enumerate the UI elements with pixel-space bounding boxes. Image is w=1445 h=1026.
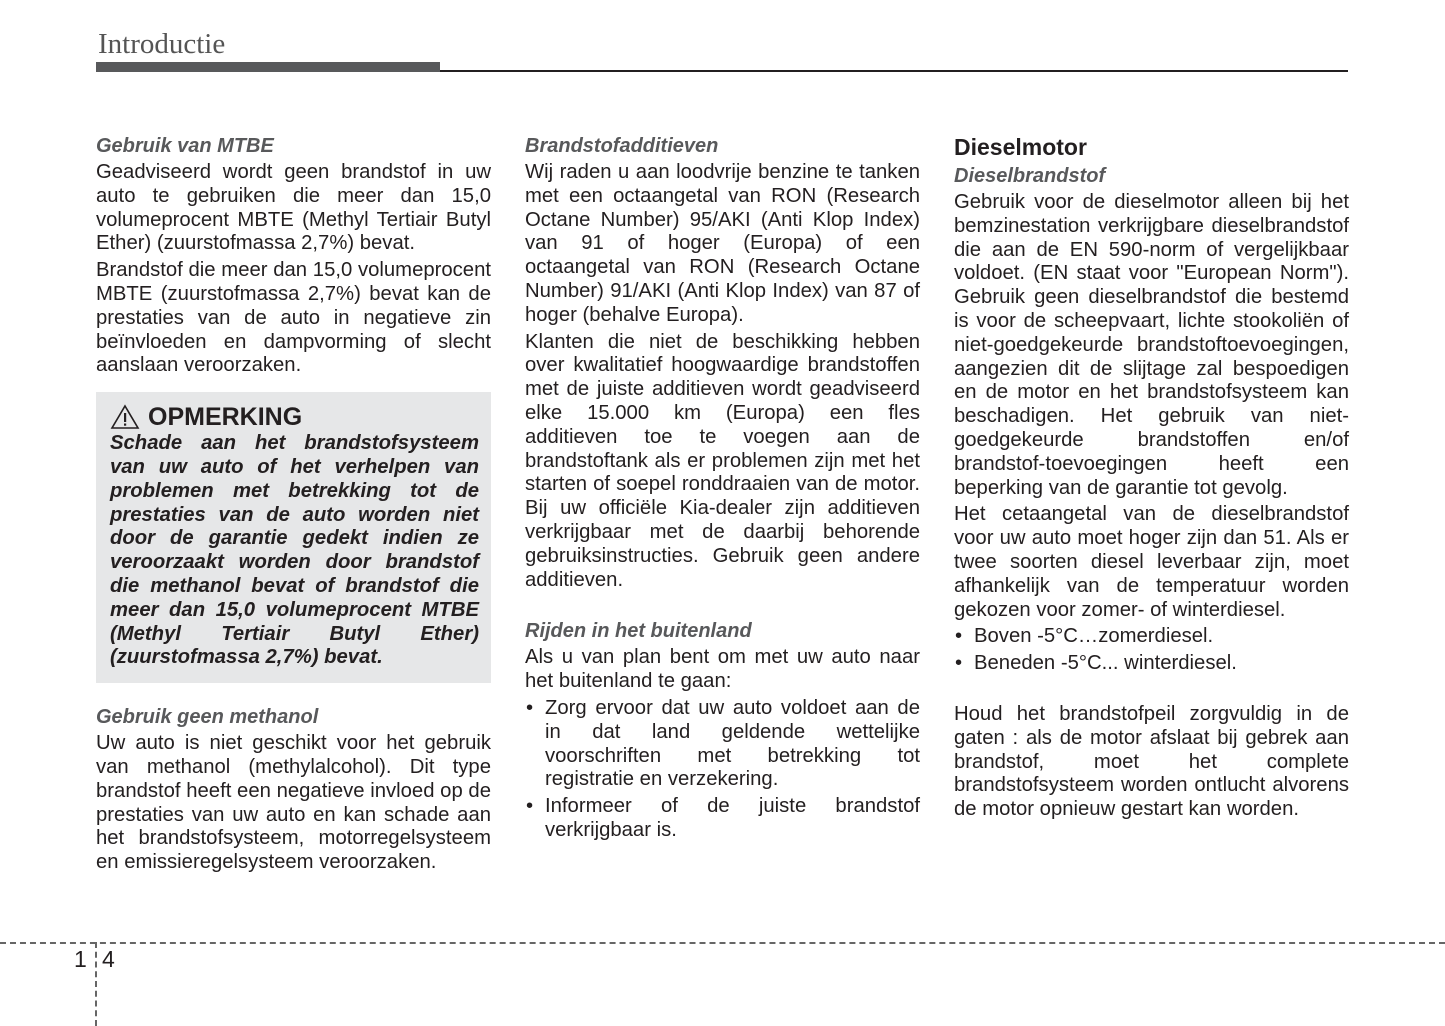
header-bar [96,62,440,72]
list-item: • Boven -5°C…zomerdiesel. [954,625,1349,649]
page-header-title: Introductie [98,28,226,60]
list-item: • Beneden -5°C... winterdiesel. [954,652,1349,676]
heading-mtbe: Gebruik van MTBE [96,135,274,157]
paragraph: Houd het brandstofpeil zorgvuldig in de gaten : als de motor afslaat bij gebrek aan brandstof, moet het complete brandstofsysteem worden ontlucht alvorens de motor opnieuw gestart kan worden. [954,702,1349,821]
paragraph: Als u van plan bent om met uw auto naar het buitenland te gaan: [525,646,920,693]
page-number: 4 [102,946,115,972]
heading-dieselmotor: Dieselmotor [954,134,1087,160]
chapter-number: 1 [74,946,87,972]
footer-dashed-rule [0,942,1445,944]
paragraph: Gebruik voor de dieselmotor alleen bij het bemzinestation verkrijgbare dieselbrandstof die aan de EN 590-norm of vergelijkbaar voldoet. (EN staat voor "European Norm"). Gebruik geen dieselbrandstof die bestemd is voor de scheepvaart, lichte stookoliën of niet-goedgekeurde brandstoftoevoegingen, aangezien dit de slijtage zal bespoedigen en de motor en het brandstofsysteem kan beschadigen. Het gebruik van niet-goedgekeurde brandstoffen en/of brandstof-toevoegingen heeft een beperking van de garantie tot gevolg. [954,191,1349,499]
bullet-list [954,625,1349,676]
heading-dieselbrandstof: Dieselbrandstof [954,165,1106,187]
list-item: • Informeer of de juiste brandstof verkrijgbaar is. [525,795,920,843]
note-text: Schade aan het brandstofsysteem van uw auto of het verhelpen van problemen met betrekking tot de prestaties van de auto worden niet door de garantie gedekt indien ze veroorzaakt worden door brandstof die methanol bevat of brandstof die meer dan 15,0 volumeprocent MTBE (Methyl Tertiair Butyl Ether) (zuurstofmassa 2,7%) bevat. [110,432,479,669]
heading-buitenland: Rijden in het buitenland [525,620,752,643]
paragraph: Wij raden u aan loodvrije benzine te tanken met een octaangetal van RON (Research Octane Number) 95/AKI (Anti Klop Index) van 91 of hoger (Europa) of een octaangetal van RON (Research Octane Number) 91/AKI (Anti Klop Index) van 87 of hoger (behalve Europa). [525,161,920,326]
note-title: OPMERKING [148,403,303,432]
paragraph: Brandstof die meer dan 15,0 volumeprocent MBTE (zuurstofmassa 2,7%) bevat kan de prestaties van de auto in negatieve zin beïnvloeden en dampvorming of slecht aanslaan veroorzaken. [96,259,491,377]
paragraph: Klanten die niet de beschikking hebben over kwalitatief hoogwaardige brandstoffen met de juiste additieven wordt geadviseerd elke 15.000 km (Europa) een fles additieven toe te voegen aan de brandstoftank als er problemen zijn met het starten of soepel ronddraaien van de motor. Bij uw officiële Kia-dealer zijn additieven verkrijgbaar met de daarbij behorende gebruiksinstructies. Gebruik geen andere additieven. [525,330,920,591]
warning-triangle-icon [110,404,140,430]
paragraph: Geadviseerd wordt geen brandstof in uw auto te gebruiken die meer dan 15,0 volumeprocent MBTE (Methyl Tertiair Butyl Ether) (zuurstofmassa 2,7%) bevat. [96,161,491,255]
footer-dashed-divider [95,942,97,1026]
paragraph: Uw auto is niet geschikt voor het gebruik van methanol (methylalcohol). Dit type brandstof heeft een negatieve invloed op de prestaties van uw auto en kan schade aan het brandstofsysteem, motorregelsysteem en emissieregelsysteem veroorzaken. [96,732,491,874]
paragraph: Het cetaangetal van de dieselbrandstof voor uw auto moet hoger zijn dan 51. Als er twee soorten diesel leverbaar zijn, moet afhankelijk van de temperatuur worden gekozen voor zomer- of winterdiesel. [954,503,1349,621]
heading-methanol: Gebruik geen methanol [96,706,319,729]
list-item: • Zorg ervoor dat uw auto voldoet aan de in dat land geldende wettelijke voorschriften met betrekking tot registratie en verzekering. [525,697,920,792]
column-2 [525,134,920,846]
column-1 [96,134,491,878]
note-box [96,392,491,683]
column-3 [954,134,1349,825]
note-heading [110,402,479,432]
heading-additieven: Brandstofadditieven [525,135,719,157]
header-rule [440,70,1348,72]
bullet-list [525,697,920,843]
